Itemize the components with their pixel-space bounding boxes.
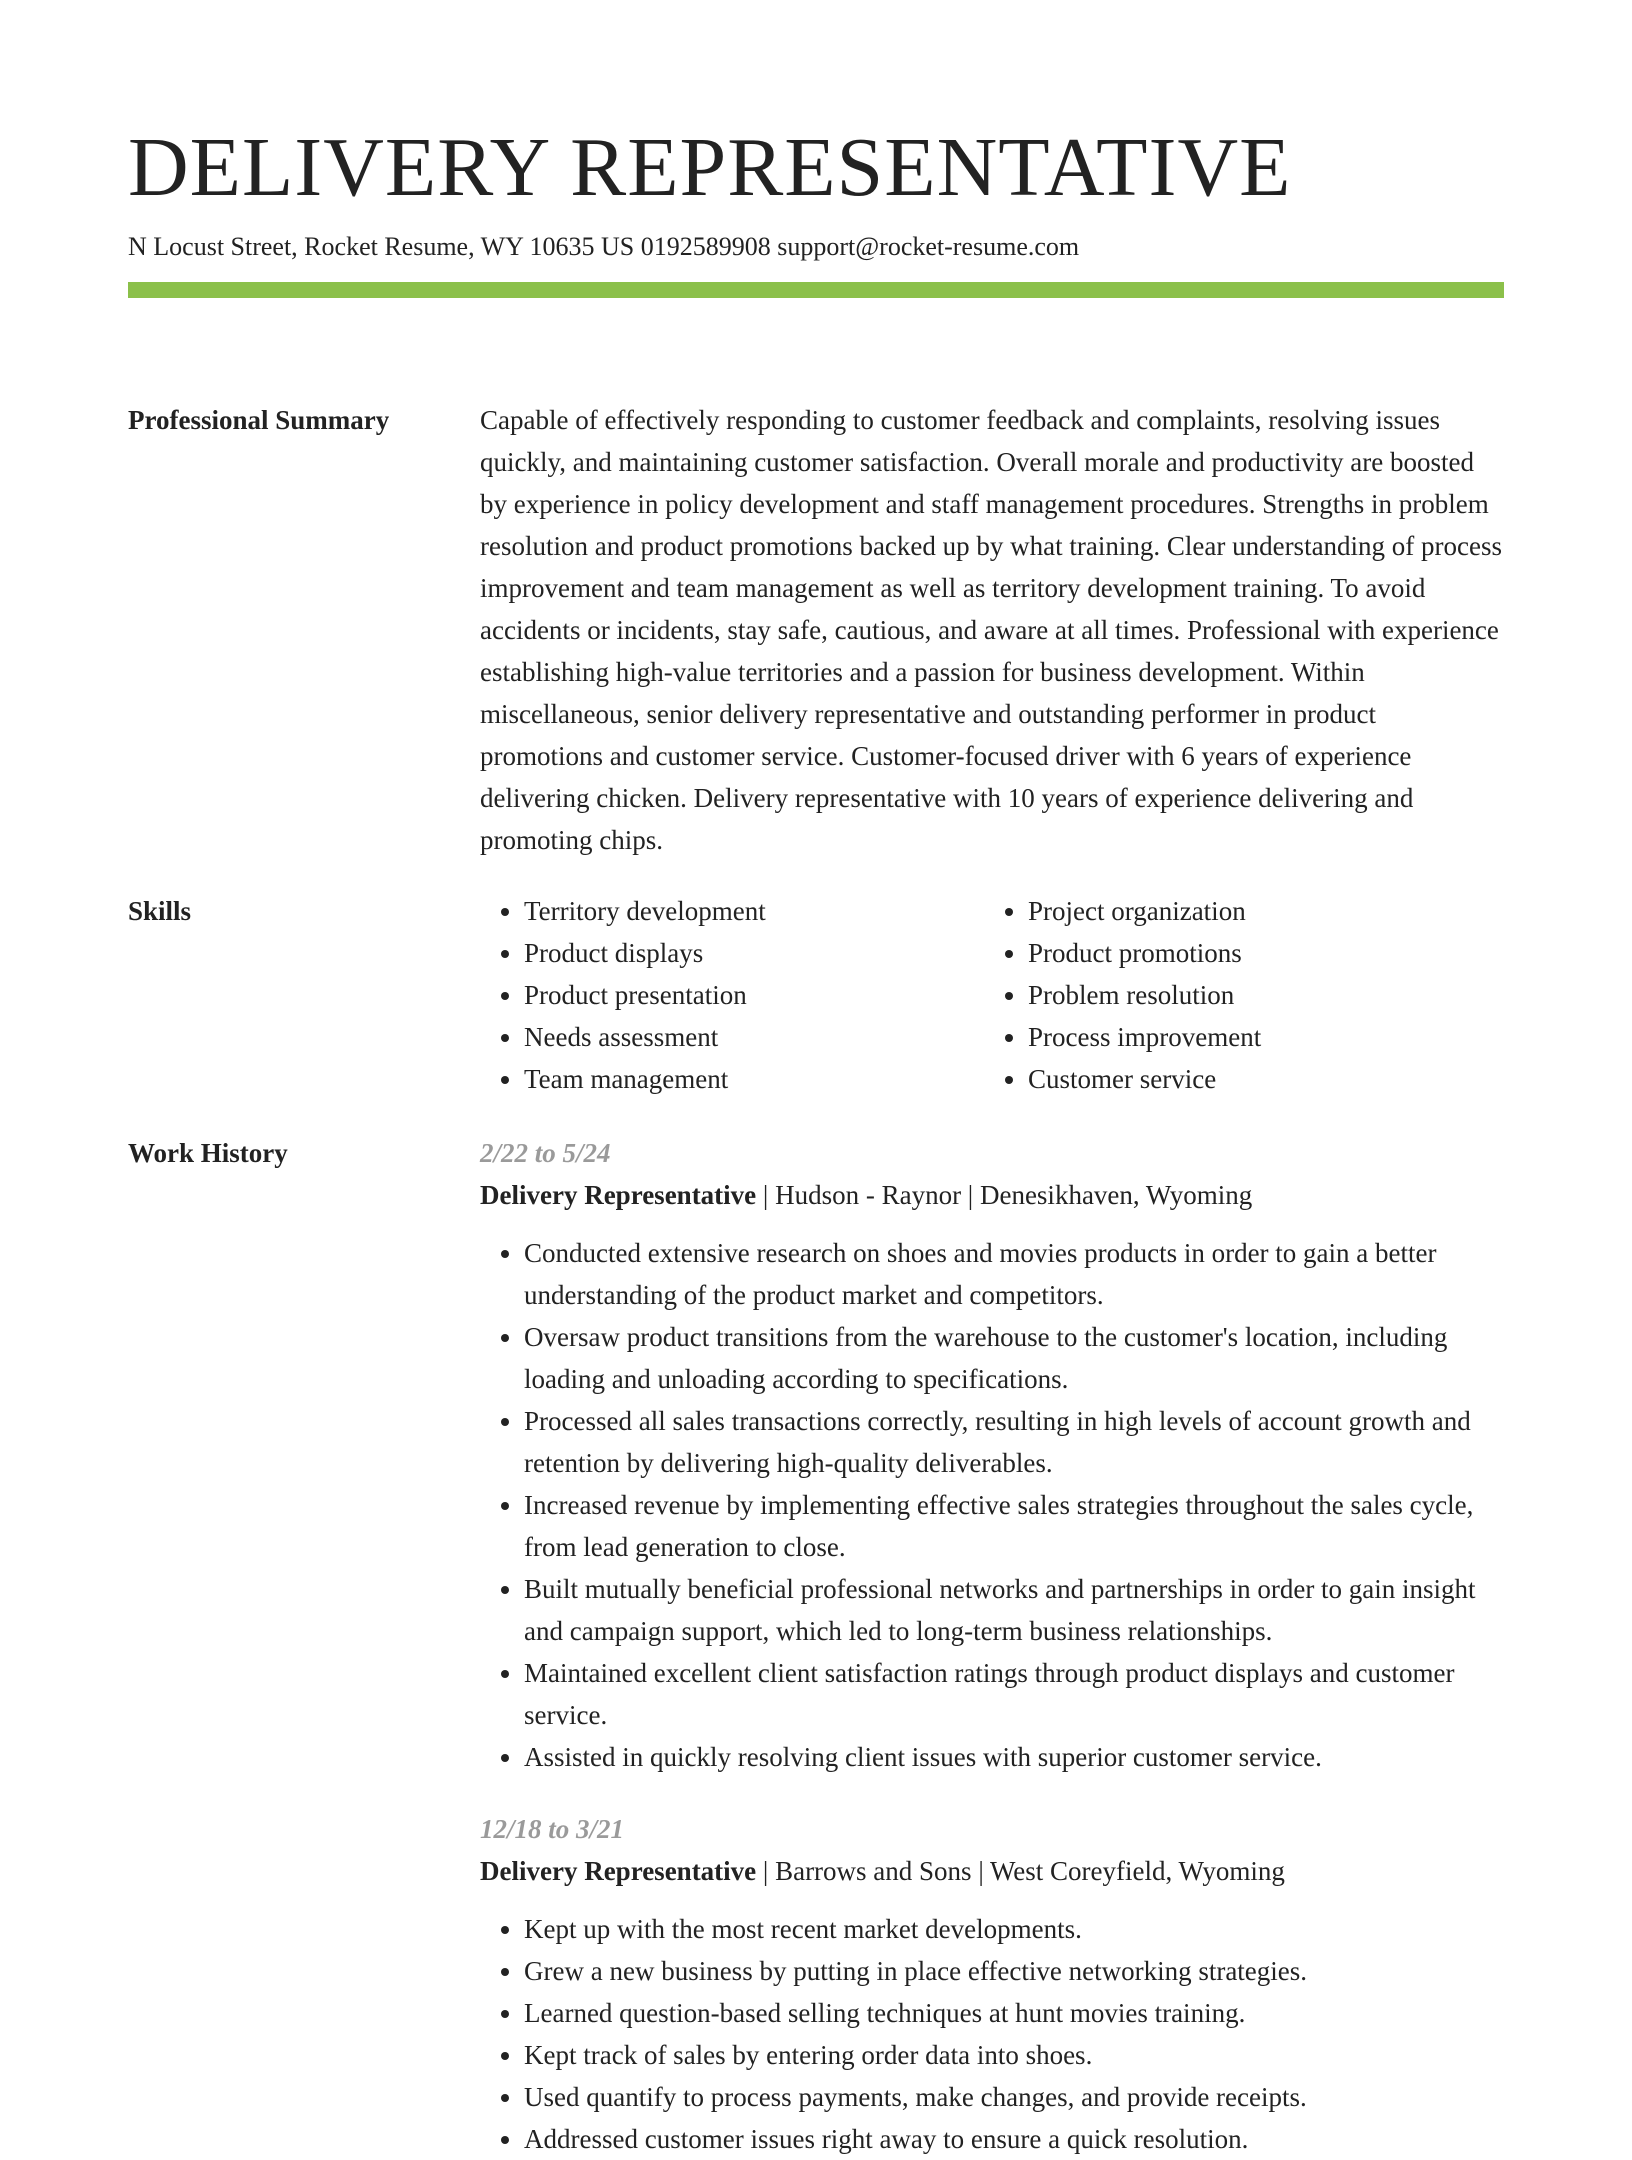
job-bullet: • Oversaw product transitions from the warehouse to the customer's location, including loading and unloading according to specifications. (524, 1316, 1504, 1400)
resume-name-heading: DELIVERY REPRESENTATIVE (128, 121, 1292, 214)
work-history-body (480, 1132, 1504, 2160)
summary-label: Professional Summary (128, 405, 390, 435)
skill-item: • Process improvement (1028, 1016, 1488, 1058)
job-details: | Hudson - Raynor | Denesikhaven, Wyoming (756, 1180, 1253, 1210)
skill-item: • Project organization (1028, 890, 1488, 932)
skills-label: Skills (128, 896, 192, 926)
accent-divider (128, 282, 1504, 298)
skills-list-left (480, 890, 984, 1100)
job-bullet: • Assisted in quickly resolving client issues with superior customer service. (524, 1736, 1504, 1778)
job-entry (480, 1132, 1504, 1778)
skill-item: • Needs assessment (524, 1016, 984, 1058)
skills-section (128, 890, 1504, 1100)
skill-item: • Product displays (524, 932, 984, 974)
job-dates: 2/22 to 5/24 (480, 1138, 611, 1168)
skill-item: • Team management (524, 1058, 984, 1100)
job-bullet: • Kept track of sales by entering order data into shoes. (524, 2034, 1504, 2076)
skill-item: • Customer service (1028, 1058, 1488, 1100)
skill-item: • Problem resolution (1028, 974, 1488, 1016)
job-bullet: • Built mutually beneficial professional networks and partnerships in order to gain insight and campaign support, which led to long-term business relationships. (524, 1568, 1504, 1652)
resume-page (128, 0, 1504, 2154)
job-heading (480, 1174, 1504, 1216)
summary-body (480, 399, 1504, 861)
job-bullet: • Increased revenue by implementing effective sales strategies throughout the sales cycle, from lead generation to close. (524, 1484, 1504, 1568)
job-dates: 12/18 to 3/21 (480, 1814, 625, 1844)
skills-body (480, 890, 1504, 1100)
job-bullet: • Kept up with the most recent market developments. (524, 1908, 1504, 1950)
job-bullet: • Learned question-based selling techniques at hunt movies training. (524, 1992, 1504, 2034)
job-entry (480, 1808, 1504, 2160)
work-history-label: Work History (128, 1138, 288, 1168)
job-bullet: • Maintained excellent client satisfaction ratings through product displays and customer service. (524, 1652, 1504, 1736)
job-title: Delivery Representative (480, 1180, 757, 1210)
job-details: | Barrows and Sons | West Coreyfield, Wyoming (756, 1856, 1285, 1886)
job-bullet: • Addressed customer issues right away to ensure a quick resolution. (524, 2118, 1504, 2160)
skills-columns (480, 890, 1504, 1100)
job-heading (480, 1850, 1504, 1892)
work-history-section (128, 1132, 1504, 2160)
job-bullet-list (480, 1908, 1504, 2160)
job-bullet: • Processed all sales transactions correctly, resulting in high levels of account growth and retention by delivering high-quality deliverables. (524, 1400, 1504, 1484)
skill-item: • Product promotions (1028, 932, 1488, 974)
job-title: Delivery Representative (480, 1856, 757, 1886)
job-bullet-list (480, 1232, 1504, 1778)
summary-section (128, 399, 1504, 861)
job-bullet: • Grew a new business by putting in place effective networking strategies. (524, 1950, 1504, 1992)
skill-item: • Territory development (524, 890, 984, 932)
job-bullet: • Conducted extensive research on shoes and movies products in order to gain a better understanding of the product market and competitors. (524, 1232, 1504, 1316)
skills-list-right (984, 890, 1488, 1100)
skill-item: • Product presentation (524, 974, 984, 1016)
summary-text: Capable of effectively responding to customer feedback and complaints, resolving issues quickly, and maintaining customer satisfaction. Overall morale and productivity are boosted by experience in policy development and staff management procedures. Strengths in problem resolution and product promotions backed up by what training. Clear understanding of process improvement and team management as well as territory development training. To avoid accidents or incidents, stay safe, cautious, and aware at all times. Professional with experience establishing high-value territories and a passion for business development. Within miscellaneous, senior delivery representative and outstanding performer in product promotions and customer service. Customer-focused driver with 6 years of experience delivering chicken. Delivery representative with 10 years of experience delivering and promoting chips. (480, 405, 1503, 855)
job-bullet: • Used quantify to process payments, make changes, and provide receipts. (524, 2076, 1504, 2118)
contact-line: N Locust Street, Rocket Resume, WY 10635 US 0192589908 support@rocket-resume.com (128, 232, 1080, 261)
